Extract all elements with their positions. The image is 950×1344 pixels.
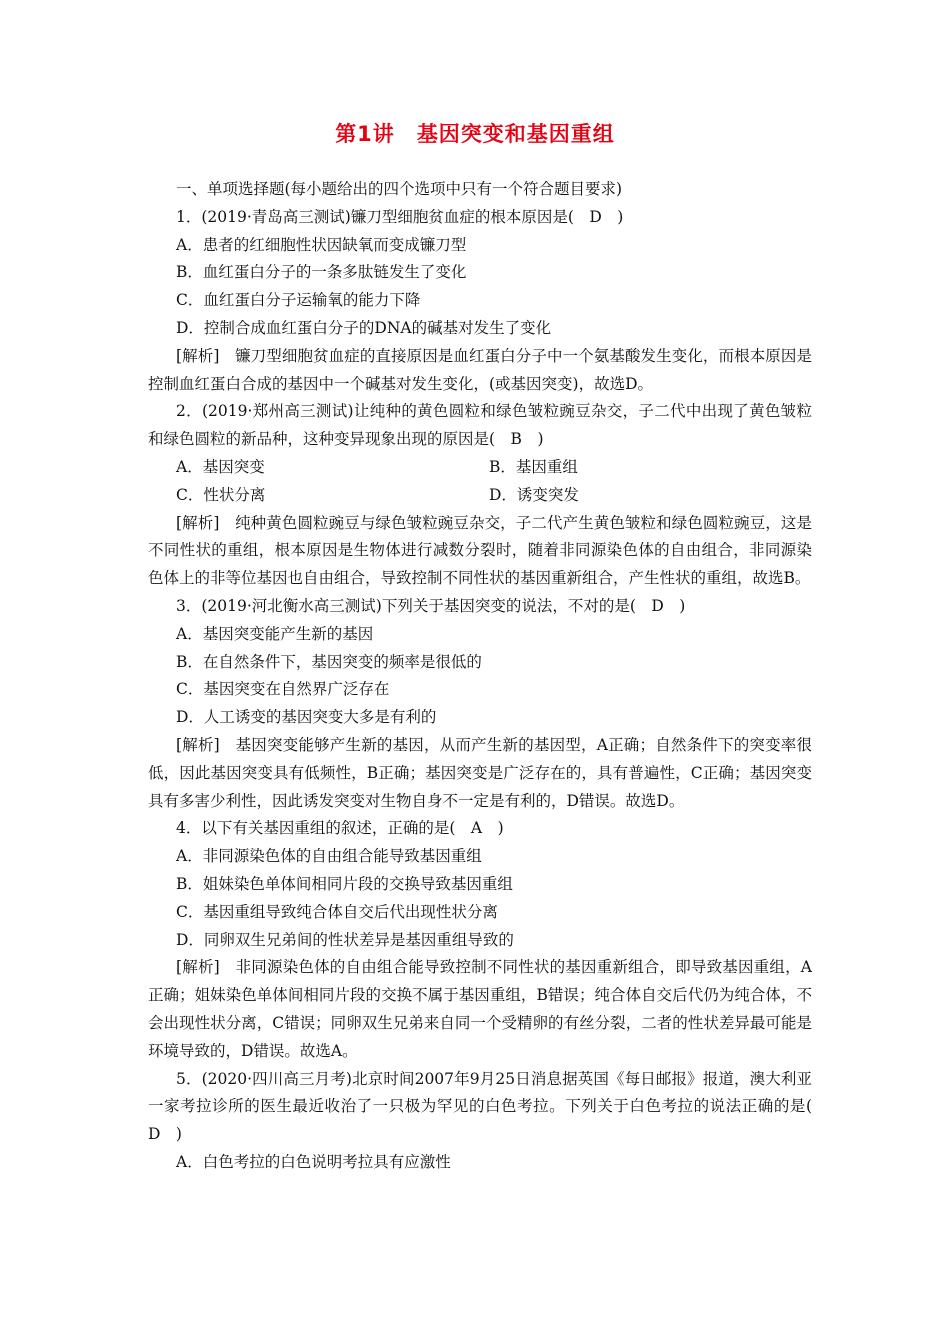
question-2-option-d: D．诱变突发 [489,485,579,504]
question-4-stem: 4．以下有关基因重组的叙述，正确的是( A ) [176,819,504,838]
question-2-options-row-1 [148,454,812,482]
question-1-analysis: [解析] 镰刀型细胞贫血症的直接原因是血红蛋白分子中一个氨基酸发生变化，而根本原因是控制血红蛋白合成的基因中一个碱基对发生变化，(或基因突变)，故选D。 [148,346,812,393]
question-1-option-c: C．血红蛋白分子运输氧的能力下降 [176,291,421,310]
question-1-option-b: B．血红蛋白分子的一条多肽链发生了变化 [176,263,467,282]
question-4-analysis: [解析] 非同源染色体的自由组合能导致控制不同性状的基因重新组合，即导致基因重组，A正确；姐妹染色单体间相同片段的交换不属于基因重组，B错误；纯合体自交后代仍为纯合体，不会出现性状分离，C错误；同卵双生兄弟来自同一个受精卵的有丝分裂，二者的性状差异最可能是环境导致的，D错误。故选A。 [148,958,812,1060]
page-title [0,118,950,148]
question-1-stem: 1．(2019·青岛高三测试)镰刀型细胞贫血症的根本原因是( D ) [176,207,624,226]
question-4-option-c: C．基因重组导致纯合体自交后代出现性状分离 [176,902,498,921]
question-4-option-b: B．姐妹染色单体间相同片段的交换导致基因重组 [176,874,513,893]
question-2-option-c: C．性状分离 [176,485,266,504]
question-2-stem: 2．(2019·郑州高三测试)让纯种的黄色圆粒和绿色皱粒豌豆杂交，子二代中出现了黄色皱粒和绿色圆粒的新品种，这种变异现象出现的原因是( B ) [148,402,812,449]
question-list [148,176,828,1177]
question-3-stem: 3．(2019·河北衡水高三测试)下列关于基因突变的说法，不对的是( D ) [176,596,686,615]
question-2-analysis: [解析] 纯种黄色圆粒豌豆与绿色皱粒豌豆杂交，子二代产生黄色皱粒和绿色圆粒豌豆，这是不同性状的重组，根本原因是生物体进行减数分裂时，随着非同源染色体的自由组合，非同源染色体上的非等位基因也自由组合，导致控制不同性状的基因重新组合，产生性状的重组，故选B。 [148,513,812,588]
question-2-options-row-2 [148,482,812,510]
question-3-option-b: B．在自然条件下，基因突变的频率是很低的 [176,652,482,671]
question-3-option-a: A．基因突变能产生新的基因 [176,624,374,643]
question-5-stem: 5．(2020·四川高三月考)北京时间2007年9月25日消息据英国《每日邮报》报道，澳大利亚一家考拉诊所的医生最近收治了一只极为罕见的白色考拉。下列关于白色考拉的说法正确的是( D ) [148,1069,828,1144]
lesson-number: 第1讲 [335,122,395,146]
lesson-title: 基因突变和基因重组 [416,122,615,146]
question-1-option-a: A．患者的红细胞性状因缺氧而变成镰刀型 [176,235,467,254]
question-2-option-a: A．基因突变 [176,457,265,476]
question-4-option-a: A．非同源染色体的自由组合能导致基因重组 [176,847,482,866]
section-heading: 一、单项选择题(每小题给出的四个选项中只有一个符合题目要求) [176,180,623,198]
question-2-option-b: B．基因重组 [489,457,578,476]
question-3-option-c: C．基因突变在自然界广泛存在 [176,680,390,699]
question-5-option-a: A．白色考拉的白色说明考拉具有应激性 [176,1152,451,1171]
question-3-option-d: D．人工诱变的基因突变大多是有利的 [176,708,437,727]
question-4-option-d: D．同卵双生兄弟间的性状差异是基因重组导致的 [176,930,514,949]
question-3-analysis: [解析] 基因突变能够产生新的基因，从而产生新的基因型，A正确；自然条件下的突变率很低，因此基因突变具有低频性，B正确；基因突变是广泛存在的，具有普遍性，C正确；基因突变具有多害少利性，因此诱发突变对生物自身不一定是有利的，D错误。故选D。 [148,735,812,810]
question-1-option-d: D．控制合成血红蛋白分子的DNA的碱基对发生了变化 [176,318,552,337]
